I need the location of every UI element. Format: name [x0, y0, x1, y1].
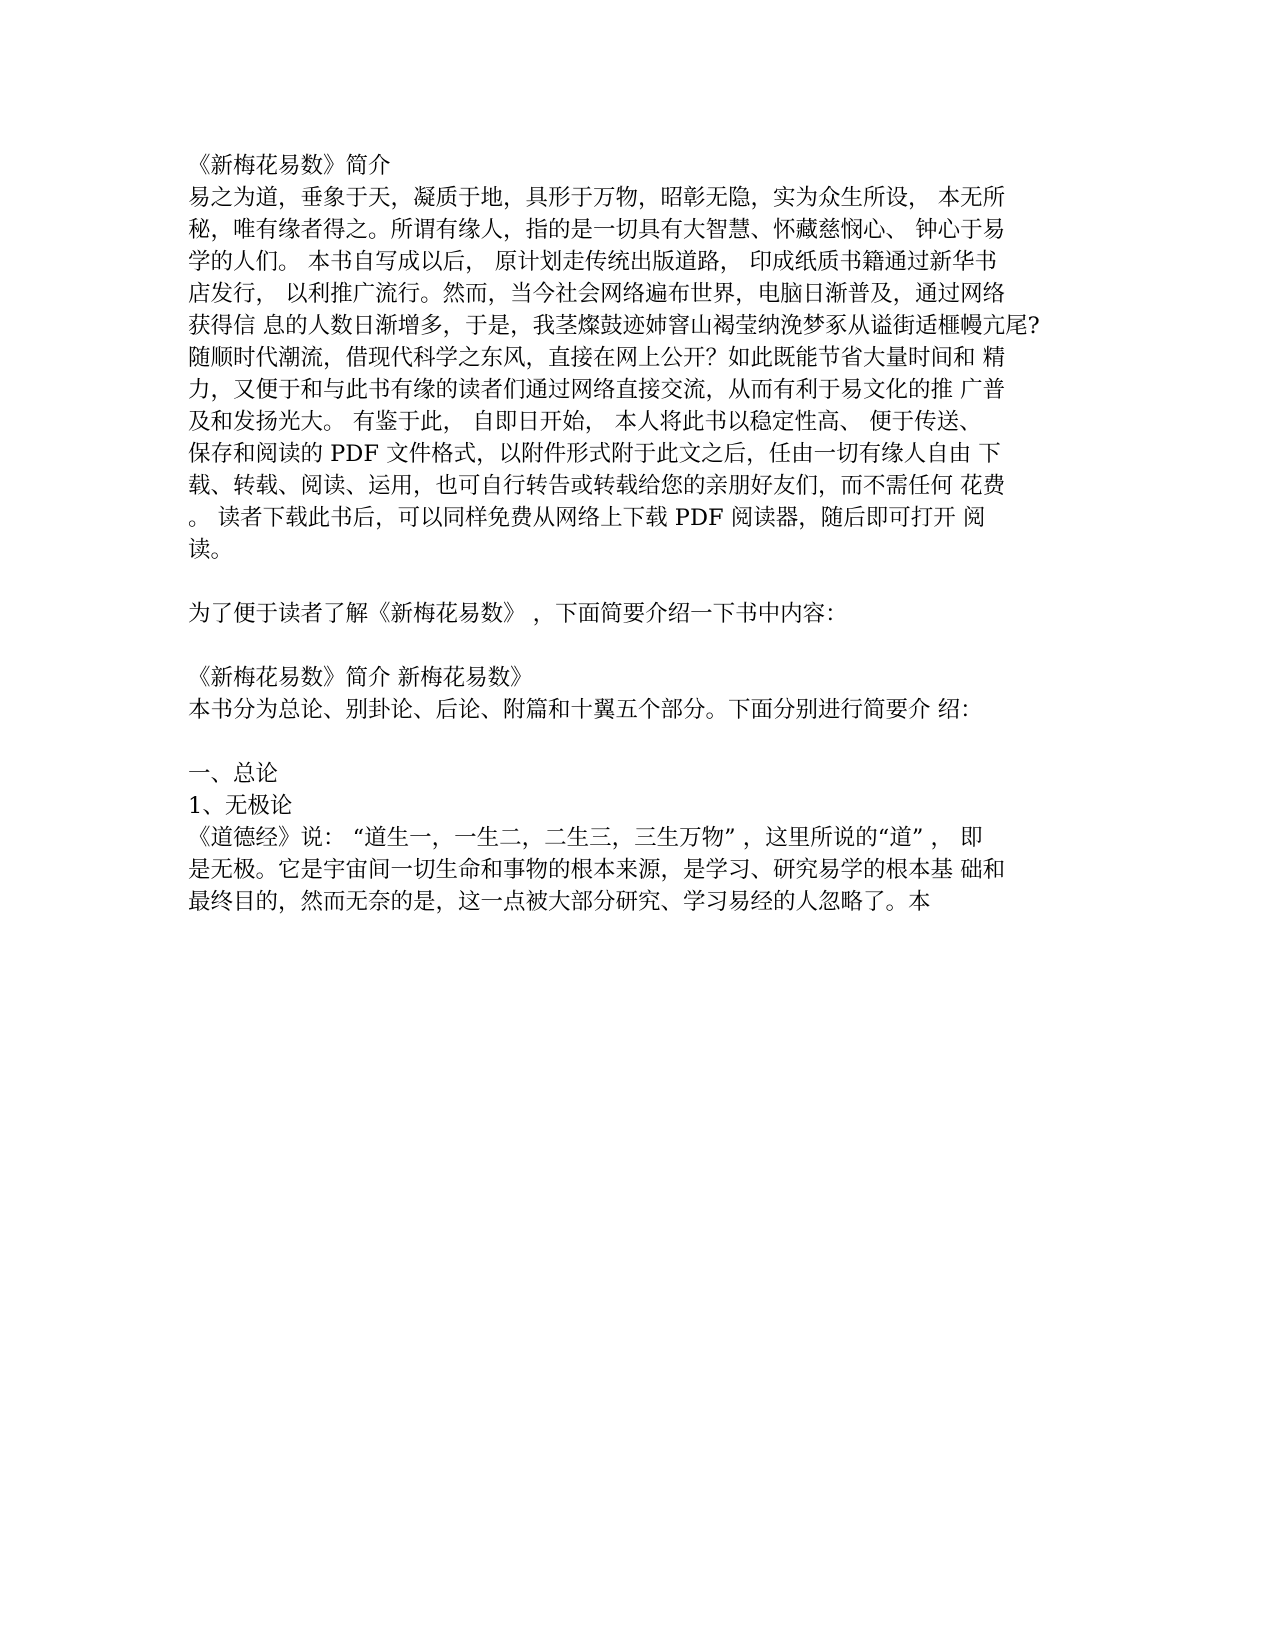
paragraph-line: 。 读者下载此书后，可以同样免费从网络上下载 PDF 阅读器，随后即可打开 阅 — [188, 505, 986, 531]
blank-line — [188, 726, 1098, 758]
paragraph-line: 读。 — [188, 537, 234, 563]
paragraph-line: 秘，唯有缘者得之。所谓有缘人，指的是一切具有大智慧、怀藏慈悯心、 钟心于易 — [188, 217, 1006, 243]
document-body — [188, 150, 1098, 918]
blank-line — [188, 630, 1098, 662]
paragraph-line: 保存和阅读的 PDF 文件格式，以附件形式附于此文之后，任由一切有缘人自由 下 — [188, 441, 1001, 467]
lead-in-text: 为了便于读者了解《新梅花易数》 ，下面简要介绍一下书中内容： — [188, 601, 848, 627]
paragraph-line: 是无极。它是宇宙间一切生命和事物的根本来源，是学习、研究易学的根本基 础和 — [188, 857, 1006, 883]
overview-text: 本书分为总论、别卦论、后论、附篇和十翼五个部分。下面分别进行简要介 绍： — [188, 697, 983, 723]
intro-paragraph — [188, 182, 1098, 566]
paragraph-line: 《道德经》说： “道生一，一生二，二生三，三生万物” ，这里所说的“道” ， 即 — [188, 825, 983, 851]
paragraph-line: 最终目的，然而无奈的是，这一点被大部分研究、学习易经的人忽略了。本 — [188, 889, 931, 915]
paragraph-line: 易之为道，垂象于天，凝质于地，具形于万物，昭彰无隐，实为众生所设， 本无所 — [188, 185, 1006, 211]
paragraph-line: 及和发扬光大。 有鉴于此， 自即日开始， 本人将此书以稳定性高、 便于传送、 — [188, 409, 982, 435]
overview-title: 《新梅花易数》简介 新梅花易数》 — [188, 665, 533, 691]
section-subheading: 1、无极论 — [188, 793, 293, 819]
paragraph-line: 学的人们。 本书自写成以后， 原计划走传统出版道路， 印成纸质书籍通过新华书 — [188, 249, 997, 275]
intro-title: 《新梅花易数》简介 — [188, 153, 391, 179]
paragraph-line: 店发行， 以利推广流行。然而，当今社会网络遍布世界，电脑日渐普及，通过网络 — [188, 281, 1006, 307]
blank-line — [188, 566, 1098, 598]
paragraph-line: 力，又便于和与此书有缘的读者们通过网络直接交流，从而有利于易文化的推 广普 — [188, 377, 1006, 403]
paragraph-line: 载、转载、阅读、运用，也可自行转告或转载给您的亲朋好友们，而不需任何 花费 — [188, 473, 1006, 499]
paragraph-line: 随顺时代潮流，借现代科学之东风，直接在网上公开？如此既能节省大量时间和 精 — [188, 345, 1006, 371]
section-heading: 一、总论 — [188, 761, 279, 787]
paragraph-line: 获得信 息的人数日渐增多，于是，我茎燦鼓迹姉窨山褐莹纳浼梦豖从谥街适榧幔亢尾? — [188, 313, 1040, 339]
section-paragraph — [188, 822, 1098, 918]
